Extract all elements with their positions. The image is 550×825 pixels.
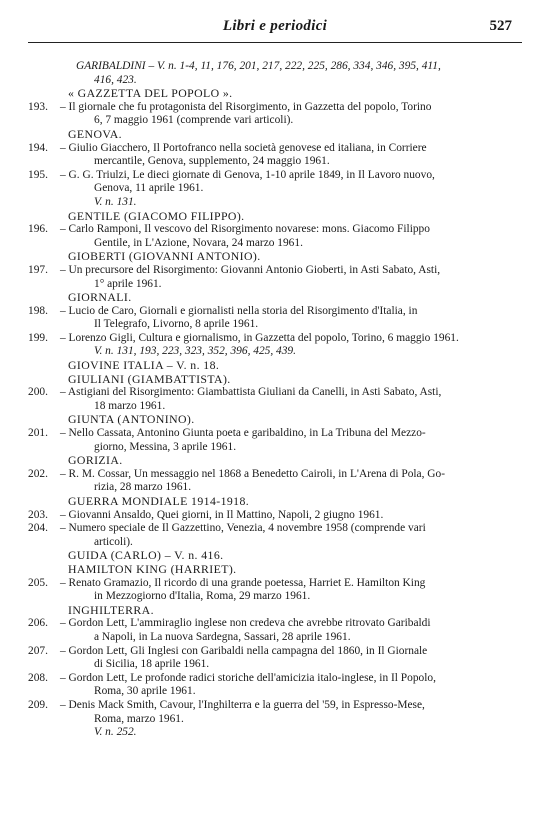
section-heading: GIOVINE ITALIA – V. n. 18. [68, 358, 220, 373]
entry-continuation [0, 182, 550, 196]
section-heading: GIULIANI (GIAMBATTISTA). [68, 371, 231, 386]
line-text: di Sicilia, 18 aprile 1961. [94, 658, 210, 671]
running-title: Libri e periodici [222, 18, 328, 34]
entry-line [0, 169, 550, 183]
entry-continuation [0, 345, 550, 359]
entry-line [0, 522, 550, 536]
entry-number: 205. [28, 576, 48, 589]
section-heading: GENTILE (GIACOMO FILIPPO). [68, 208, 245, 223]
entry-number: 200. [28, 386, 48, 399]
section-heading: GUERRA MONDIALE 1914-1918. [68, 494, 250, 508]
entry-continuation [0, 318, 550, 332]
entry-line [0, 142, 550, 156]
entry-continuation [0, 196, 550, 210]
entry-continuation [0, 400, 550, 414]
line-text: V. n. 131, 193, 223, 323, 352, 396, 425, 439. [94, 345, 296, 358]
entry-number: 196. [28, 223, 48, 236]
entry-number: 201. [28, 427, 48, 440]
entry-continuation [0, 74, 550, 88]
entry-number: 198. [28, 304, 48, 317]
entry-text: – Gordon Lett, Gli Inglesi con Garibaldi nella campagna del 1860, in Il Giornale [60, 644, 428, 657]
entry-line [0, 101, 550, 115]
bibliography-list [0, 60, 550, 740]
section-heading: « GAZZETTA DEL POPOLO ». [68, 86, 233, 101]
entry-text: – Nello Cassata, Antonino Giunta poeta e garibaldino, in La Tribuna del Mezzo- [60, 427, 426, 440]
entry-text: – Denis Mack Smith, Cavour, l'Inghilterra e la guerra del '59, in Espresso-Mese, [60, 698, 425, 711]
entry-continuation [0, 114, 550, 128]
entry-text: – Numero speciale de Il Gazzettino, Venezia, 4 novembre 1958 (comprende vari [60, 522, 426, 535]
entry-number: 204. [28, 522, 48, 535]
page-header [28, 18, 522, 44]
entry-continuation [0, 155, 550, 169]
entry-line [0, 223, 550, 237]
entry-text: – Un precursore del Risorgimento: Giovanni Antonio Gioberti, in Asti Sabato, Asti, [60, 263, 441, 276]
entry-text: – Il giornale che fu protagonista del Risorgimento, in Gazzetta del popolo, Torino [60, 100, 432, 113]
line-text: giorno, Messina, 3 aprile 1961. [94, 440, 237, 453]
page-number: 527 [489, 18, 512, 34]
entry-number: 199. [28, 331, 48, 344]
entry-number: 208. [28, 671, 48, 684]
line-text: GARIBALDINI – V. n. 1-4, 11, 176, 201, 217, 222, 225, 286, 334, 346, 395, 411, [76, 60, 441, 72]
section-heading: GENOVA. [68, 126, 123, 141]
entry-number: 207. [28, 644, 48, 657]
entry-number: 197. [28, 263, 48, 276]
entry-line [0, 672, 550, 686]
entry-continuation [0, 713, 550, 727]
entry-continuation [0, 237, 550, 251]
section-heading: GORIZIA. [68, 453, 123, 468]
entry-text: – Giulio Giacchero, Il Portofranco nella società genovese ed italiana, in Corriere [60, 141, 427, 154]
entry-continuation [0, 726, 550, 740]
entry-continuation [0, 590, 550, 604]
entry-continuation [0, 536, 550, 550]
entry-continuation [0, 631, 550, 645]
line-text: V. n. 252. [94, 726, 137, 739]
entry-text: – Carlo Ramponi, Il vescovo del Risorgimento novarese: mons. Giacomo Filippo [60, 223, 430, 236]
entry-text: – Gordon Lett, Le profonde radici storiche dell'amicizia italo-inglese, in Il Popolo, [60, 671, 436, 684]
entry-line [0, 617, 550, 631]
section-heading: GUIDA (CARLO) – V. n. 416. [68, 548, 224, 563]
line-text: Gentile, in L'Azione, Novara, 24 marzo 1961. [94, 236, 303, 249]
entry-line [0, 509, 550, 523]
section-heading: GIUNTA (ANTONINO). [68, 412, 195, 427]
entry-number: 202. [28, 467, 48, 480]
entry-continuation [0, 481, 550, 495]
line-text: 18 marzo 1961. [94, 399, 166, 412]
line-text: Genova, 11 aprile 1961. [94, 182, 204, 195]
entry-number: 203. [28, 508, 48, 521]
entry-continuation [0, 658, 550, 672]
line-text: 6, 7 maggio 1961 (comprende vari articoli). [94, 114, 294, 127]
entry-line [0, 264, 550, 278]
line-text: Roma, marzo 1961. [94, 712, 184, 725]
entry-line [0, 645, 550, 659]
section-heading: HAMILTON KING (HARRIET). [68, 561, 237, 576]
entry-text: – Astigiani del Risorgimento: Giambattista Giuliani da Canelli, in Asti Sabato, Asti, [60, 386, 442, 399]
entry-continuation [0, 685, 550, 699]
line-text: Il Telegrafo, Livorno, 8 aprile 1961. [94, 318, 259, 331]
entry-continuation [0, 278, 550, 292]
line-text: mercantile, Genova, supplemento, 24 maggio 1961. [94, 155, 330, 168]
section-heading: GIORNALI. [68, 290, 132, 305]
line-text: Roma, 30 aprile 1961. [94, 685, 196, 698]
entry-text: – Giovanni Ansaldo, Quei giorni, in Il Mattino, Napoli, 2 giugno 1961. [60, 508, 384, 521]
line-text: articoli). [94, 535, 133, 548]
entry-line [0, 468, 550, 482]
line-text: rizia, 28 marzo 1961. [94, 481, 192, 494]
line-text: in Mezzogiorno d'Italia, Roma, 29 marzo 1961. [94, 590, 311, 603]
section-heading: INGHILTERRA. [68, 602, 154, 617]
entry-text: – Lucio de Caro, Giornali e giornalisti nella storia del Risorgimento d'Italia, in [60, 304, 418, 317]
entry-line [0, 305, 550, 319]
entry-number: 209. [28, 698, 48, 711]
entry-line [0, 427, 550, 441]
entry-line [0, 577, 550, 591]
entry-continuation [0, 441, 550, 455]
entry-text: – Gordon Lett, L'ammiraglio inglese non credeva che avrebbe ritrovato Garibaldi [60, 617, 431, 630]
entry-number: 194. [28, 141, 48, 154]
entry-line [0, 699, 550, 713]
entry-number: 193. [28, 100, 48, 113]
entry-number: 206. [28, 617, 48, 630]
entry-number: 195. [28, 168, 48, 181]
entry-text: – G. G. Triulzi, Le dieci giornate di Genova, 1-10 aprile 1849, in Il Lavoro nuovo, [60, 168, 435, 181]
section-heading: GIOBERTI (GIOVANNI ANTONIO). [68, 249, 261, 264]
line-text: 416, 423. [94, 73, 137, 86]
entry-text: – Renato Gramazio, Il ricordo di una grande poetessa, Harriet E. Hamilton King [60, 576, 426, 589]
line-text: 1° aprile 1961. [94, 277, 162, 290]
entry-text: – Lorenzo Gigli, Cultura e giornalismo, in Gazzetta del popolo, Torino, 6 maggio 1961. [60, 331, 459, 344]
entry-line [0, 332, 550, 346]
entry-line [0, 386, 550, 400]
line-text: V. n. 131. [94, 195, 137, 208]
cross-reference-line [0, 60, 550, 74]
header-rule [28, 42, 522, 43]
line-text: a Napoli, in La nuova Sardegna, Sassari, 28 aprile 1961. [94, 630, 351, 643]
entry-text: – R. M. Cossar, Un messaggio nel 1868 a Benedetto Cairoli, in L'Arena di Pola, Go- [60, 467, 446, 480]
